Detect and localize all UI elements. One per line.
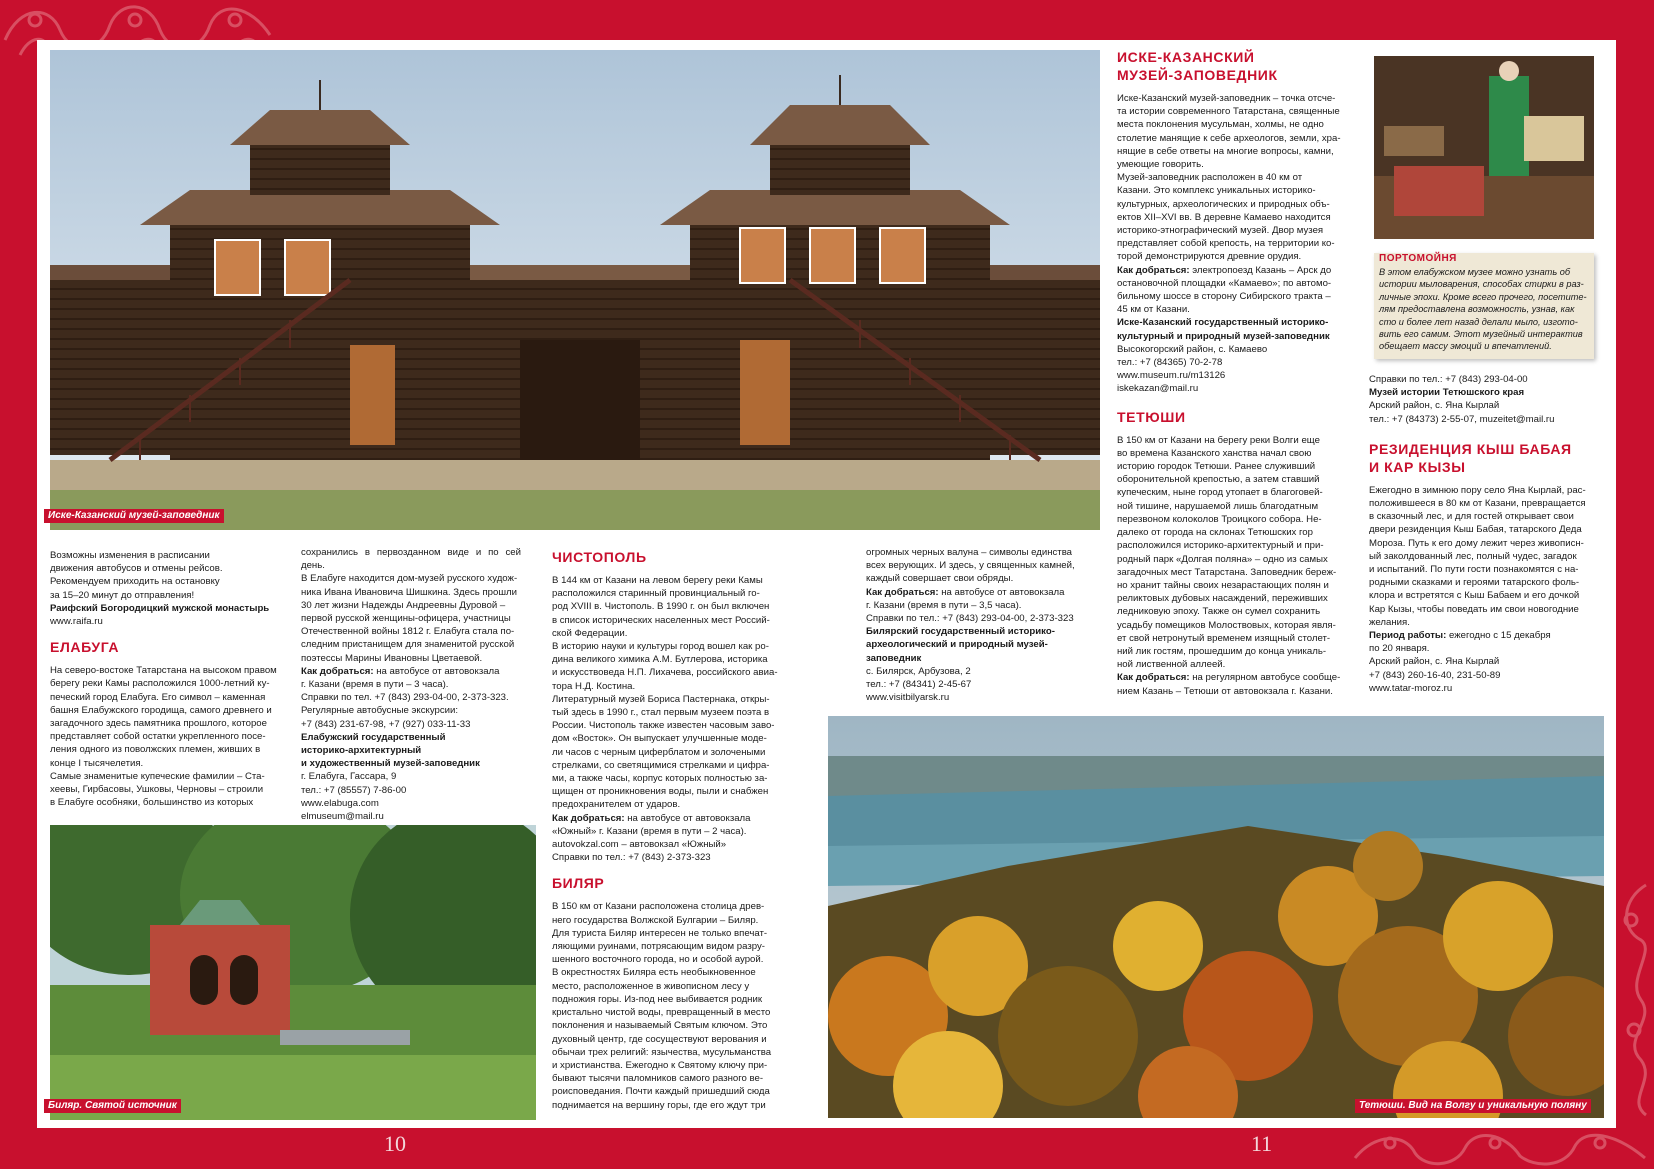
iskekazan-email-link[interactable]: iskekazan@mail.ru — [1117, 383, 1199, 395]
visitbilyarsk-site-link[interactable]: www.visitbilyarsk.ru — [866, 692, 950, 704]
column-6: Справки по тел.: +7 (843) 293-04-00 Музей истории Тетюшского края Арский район, с. Яна Кырлай тел.: +7 (84373) 2-55-07, muzeitet@mail.ru РЕЗИДЕНЦИЯ КЫШ БАБАЯ И КАР КЫЗЫ Ежегодно в зимнюю пору село Яна Кырлай, рас- положившееся в 80 км от Казани, превращается в сказочный лес, и для гостей открывает свои двери резиденция Кыш Бабая, татарского Деда Мороза. Путь к его дому лежит через живописн- ый заколдованный лес, полный чудес, загадок и испытаний. По пути гости познакомятся с на- родными сказками и героями татарского фоль- клора и встретятся с Кыш Бабаем и его дочкой Кар Кызы, чтобы поведать им свои новогодние желания. Период работы: ежегодно с 15 декабря по 20 января. Арский район, с. Яна Кырлай +7 (843) 260-16-40, 231-50-89 www.tatar-moroz.ru — [1369, 373, 1599, 695]
heading-iske-kazan: ИСКЕ-КАЗАНСКИЙ МУЗЕЙ-ЗАПОВЕДНИК — [1117, 49, 1278, 83]
caption-bilyar: Биляр. Святой источник — [44, 1099, 181, 1113]
infobox-title: ПОРТОМОЙНЯ — [1379, 253, 1457, 264]
museum-name: Музей истории Тетюшского края — [1369, 387, 1525, 399]
page-number-right: 11 — [1251, 1131, 1273, 1156]
infobox-text: В этом елабужском музее можно узнать об истории мыловарения, способах стирки в раз- личные эпохи. Кроме всего прочего, посетите- лям предоставлена возможность, узнав, как сто и более лет назад делали мыло, изгото- вить его самим. Этот музейный интерактив обещает массу эмоций и впечатлений. — [1379, 267, 1587, 352]
tatar-moroz-site-link[interactable]: www.tatar-moroz.ru — [1369, 682, 1453, 694]
heading-kysh-babay: РЕЗИДЕНЦИЯ КЫШ БАБАЯ И КАР КЫЗЫ — [1369, 440, 1572, 475]
museum-name: Иске-Казанский государственный историко- — [1117, 317, 1329, 329]
heading-tetyushi: ТЕТЮШИ — [1117, 408, 1186, 425]
photo-iske-kazan-fortress — [50, 50, 1100, 530]
heading-bilyar: БИЛЯР — [552, 875, 605, 892]
monastery-site-link[interactable]: www.raifa.ru — [50, 616, 103, 628]
autovokzal-site-link[interactable]: autovokzal.com – автовокзал «Южный» — [552, 839, 727, 851]
photo-portomoynya — [1374, 56, 1594, 239]
museum-ru-site-link[interactable]: www.museum.ru/m13126 — [1117, 370, 1226, 382]
caption-iske-kazan: Иске-Казанский музей-заповедник — [44, 509, 224, 523]
photo-bilyar-holy-spring — [50, 825, 536, 1120]
page-number-left: 10 — [384, 1131, 406, 1156]
column-1: Возможны изменения в расписании движения автобусов и отмены рейсов. Рекомендуем приходить на остановку за 15–20 минут до отправления! Раифский Богородицкий мужской монастырь www.raifa.ru ЕЛАБУГА На северо-востоке Татарстана на высоком правом берегу реки Камы расположился 1000-летний ку- печеский город Елабуга. Его символ – каменная башня Елабужского городища, самого древнего и загадочного здесь памятника прошлого, которое представляет собой остатки укрепленного посе- ления одного из поволжских племен, живших в конце I тысячелетия. Самые знаменитые купеческие фамилии – Ста- хеевы, Гирбасовы, Ушковы, Черновы – строили в Елабуге особняки, большинство из которых — [50, 549, 286, 809]
column-5: ИСКЕ-КАЗАНСКИЙ МУЗЕЙ-ЗАПОВЕДНИК Иске-Казанский музей-заповедник – точка отсче- та истории современного Татарстана, священные места поклонения мусульман, холмы, не одно столетие манящие к себе археологов, земли, хра- нящие в себе ответы на многие вопросы, камни, умеющие говорить. Музей-заповедник расположен в 40 км от Казани. Это комплекс уникальных историко- культурных, археологических и природных объ- ектов XII–XVI вв. В деревне Камаево находится историко-этнографический музей. Двор музея представляет собой крепость, на территории ко- торой демонстрируются древние орудия. Как добраться: электропоезд Казань – Арск до остановочной площадки «Камаево»; по автомо- бильному шоссе в сторону Сибирского тракта – 45 км от Казани. Иске-Казанский государственный историко- культурный и природный музей-заповедник Высокогорский район, с. Камаево тел.: +7 (84365) 70-2-78 www.museum.ru/m13126 iskekazan@mail.ru ТЕТЮШИ В 150 км от Казани на берегу реки Волги еще во времена Казанского ханства начал свою историю городок Тетюши. Ранее служивший оборонительной крепостью, а затем ставший купеческим, ныне город утопает в благоговей- ной тишине, нарушаемой лишь благодатным перезвоном колоколов Троицкого собора. Не- далеко от города на склонах Тетюшских гор расположился историко-архитектурный и при- родный парк «Долгая поляна» – одно из самых загадочных мест Татарстана. Заповедник береж- но хранит тайны своих незарастающих полян и реликтовых дубовых насаждений, переживших ледниковую эпоху. Также он сумел сохранить усадьбу помещиков Молоствовых, которая явля- ет свой нетронутый временем изящный столет- ний лик гостям, прошедшим до конца уникаль- ной лиственной аллеей. Как добраться: на регулярном автобусе сообще- нием Казань – Тетюши от автовокзала г. Казани. — [1117, 40, 1353, 698]
museum-name: Билярский государственный историко- — [866, 626, 1055, 638]
monastery-name: Раифский Богородицкий мужской монастырь — [50, 602, 270, 614]
museum-name: Елабужский государственный — [301, 731, 446, 743]
portomoynya-infobox — [1374, 253, 1594, 359]
column-2: сохранились в первозданном виде и по сей день. В Елабуге находится дом-музей русского худож- ника Ивана Ивановича Шишкина. Здесь прошли 30 лет жизни Надежды Андреевны Дуровой – первой русской женщины-офицера, участницы Отечественной войны 1812 г. Елабуга стала по- следним пристанищем для знаменитой русской поэтессы Марины Ивановны Цветаевой. Как добраться: на автобусе от автовокзала г. Казани (время в пути – 3 часа). Справки по тел. +7 (843) 293-04-00, 2-373-323. Регулярные автобусные экскурсии: +7 (843) 231-67-98, +7 (927) 033-11-33 Елабужский государственный историко-архитектурный и художественный музей-заповедник г. Елабуга, Гассара, 9 тел.: +7 (85557) 7-86-00 www.elabuga.com elmuseum@mail.ru — [301, 547, 521, 823]
corner-ornament-bottom-right — [1350, 1128, 1650, 1169]
heading-chistopol: ЧИСТОПОЛЬ — [552, 549, 647, 565]
elmuseum-email-link[interactable]: elmuseum@mail.ru — [301, 811, 384, 823]
phone-info: Справки по тел. +7 (843) 293-04-00, 2-373-323. — [301, 692, 509, 704]
heading-yelabuga: ЕЛАБУГА — [50, 639, 120, 656]
bus-notice: Возможны изменения в расписании — [50, 550, 210, 561]
column-4: огромных черных валуна – символы единства всех верующих. И здесь, у священных камней, каждый совершает свои обряды. Как добраться: на автобусе от автовокзала г. Казани (время в пути – 3,5 часа). Справки по тел.: +7 (843) 293-04-00, 2-373-323 Билярский государственный историко- археологический и природный музей- заповедник с. Билярск, Арбузова, 2 тел.: +7 (84341) 2-45-67 www.visitbilyarsk.ru — [866, 546, 1086, 704]
elabuga-site-link[interactable]: www.elabuga.com — [301, 797, 379, 809]
column-3: ЧИСТОПОЛЬ В 144 км от Казани на левом берегу реки Камы расположился старинный провинциальный го- род XVIII в. Чистополь. В 1990 г. он был включен в список исторических населенных мест Россий- ской Федерации. В историю науки и культуры город вошел как ро- дина великого химика А.М. Бутлерова, историка и искусствоведа Н.П. Лихачева, российского авиа- тора Н.Д. Костина. Литературный музей Бориса Пастернака, откры- тый здесь в 1990 г., стал первым музеем поэта в России. Чистополь также известен часовым заво- дом «Восток». Он выпускает улучшенные моде- ли часов с черным циферблатом и золочеными стрелками, со светящимися стрелками и цифра- ми, а также часы, корпус которых полностью за- щищен от проникновения воды, пыли и снабжен предохранителем от ударов. Как добраться: на автобусе от автовокзала «Южный» г. Казани (время в пути – 2 часа). autovokzal.com – автовокзал «Южный» Справки по тел.: +7 (843) 2-373-323 БИЛЯР В 150 км от Казани расположена столица древ- него государства Волжской Булгарии – Биляр. Для туриста Биляр интересен не только впечат- ляющими руинами, потрясающим видом разру- шенного восточного города, но и особой аурой. В окрестностях Биляра есть необыкновенное место, расположенное в живописном лесу у подножия горы. Из-под нее выбивается родник кристально чистой воды, превращенный в место поклонения и называемый Святым ключом. Это духовный центр, где сосуществуют верования и обычаи трех религий: язычества, мусульманства и христианства. Ежегодно к Святому ключу при- бывают тысячи паломников самого разного ве- роисповедания. Почти каждый пришедший сюда поднимается на вершину горы, где его ждут три — [552, 538, 788, 1112]
corner-ornament-right — [1616, 880, 1654, 1120]
photo-tetyushi-volga — [828, 716, 1604, 1118]
caption-tetyushi: Тетюши. Вид на Волгу и уникальную поляну — [1355, 1099, 1591, 1113]
